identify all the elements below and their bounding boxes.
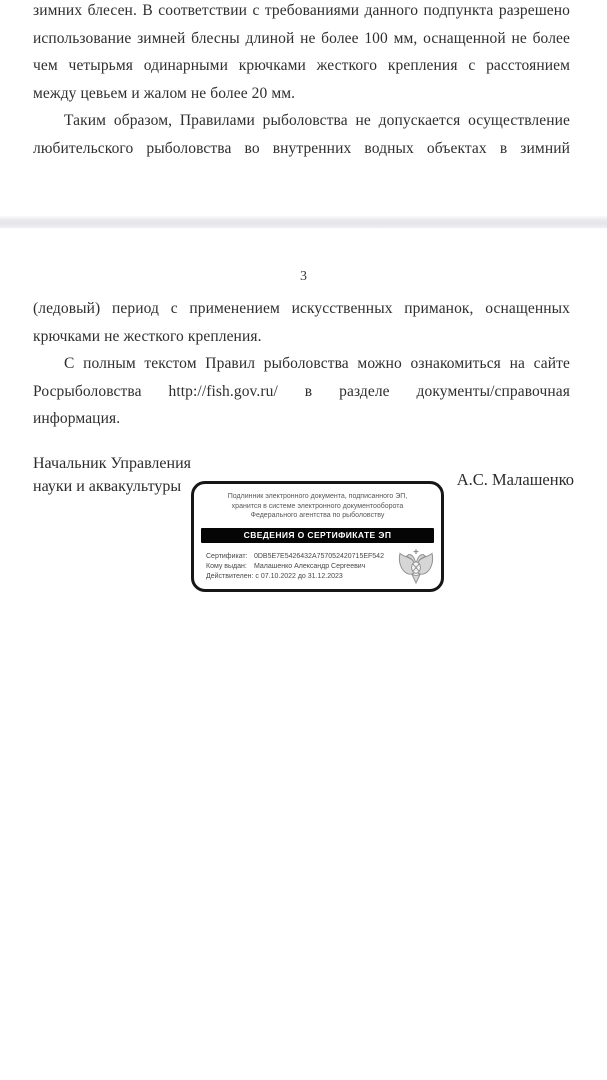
page-3-text xyxy=(33,295,570,433)
signer-title-line: Начальник Управления xyxy=(33,455,191,472)
stamp-header-line: хранится в системе электронного документооборота xyxy=(231,502,404,510)
valid-value: с 07.10.2022 до 31.12.2023 xyxy=(255,572,343,580)
page-2-text xyxy=(33,0,570,163)
e-signature-stamp xyxy=(191,481,444,592)
stamp-header xyxy=(198,492,437,521)
page-3 xyxy=(0,229,607,1080)
issued-to-value: Малашенко Александр Сергеевич xyxy=(253,562,366,570)
stamp-header-line: Подлинник электронного документа, подписанного ЭП, xyxy=(227,493,408,500)
signer-name: А.С. Малашенко xyxy=(456,470,574,489)
certificate-label: Сертификат: xyxy=(206,553,248,560)
text-line: информация. xyxy=(33,410,121,428)
text-line: Росрыболовства http://fish.gov.ru/ в разделе документы/справочная xyxy=(33,382,570,400)
text-line: крючками не жесткого крепления. xyxy=(33,327,262,345)
certificate-fields xyxy=(206,552,384,581)
certificate-info-banner: СВЕДЕНИЯ О СЕРТИФИКАТЕ ЭП xyxy=(201,528,434,543)
signer-title-line: науки и аквакультуры xyxy=(33,477,182,495)
valid-row xyxy=(206,572,384,582)
text-line: использование зимней блесны длиной не более 100 мм, оснащенной не более xyxy=(33,29,570,47)
certificate-row xyxy=(206,552,384,562)
text-line: (ледовый) период с применением искусственных приманок, оснащенных xyxy=(33,300,570,317)
certificate-value: 0DB5E7E5426432A757052420715EF542 xyxy=(253,553,384,560)
text-line: любительского рыболовства во внутренних водных объектах в зимний xyxy=(33,139,570,157)
russia-coat-of-arms-icon xyxy=(397,548,435,586)
page-number: 3 xyxy=(300,269,307,284)
page-2 xyxy=(0,0,607,217)
text-line: Таким образом, Правилами рыболовства не допускается осуществление xyxy=(64,112,570,130)
signer-title xyxy=(33,453,191,498)
text-line: чем четырьмя одинарными крючками жесткого крепления с расстоянием xyxy=(33,57,570,75)
text-line: зимних блесен. В соответствии с требованиями данного подпункта разрешено xyxy=(33,2,570,19)
issued-to-row xyxy=(206,562,384,572)
page-separator xyxy=(0,216,607,229)
text-line: С полным текстом Правил рыболовства можно ознакомиться на сайте xyxy=(64,355,570,373)
issued-to-label: Кому выдан: xyxy=(206,562,247,570)
valid-label: Действителен: xyxy=(206,572,254,580)
stamp-header-line: Федерального агентства по рыболовству xyxy=(250,512,385,520)
text-line: между цевьем и жалом не более 20 мм. xyxy=(33,84,296,102)
